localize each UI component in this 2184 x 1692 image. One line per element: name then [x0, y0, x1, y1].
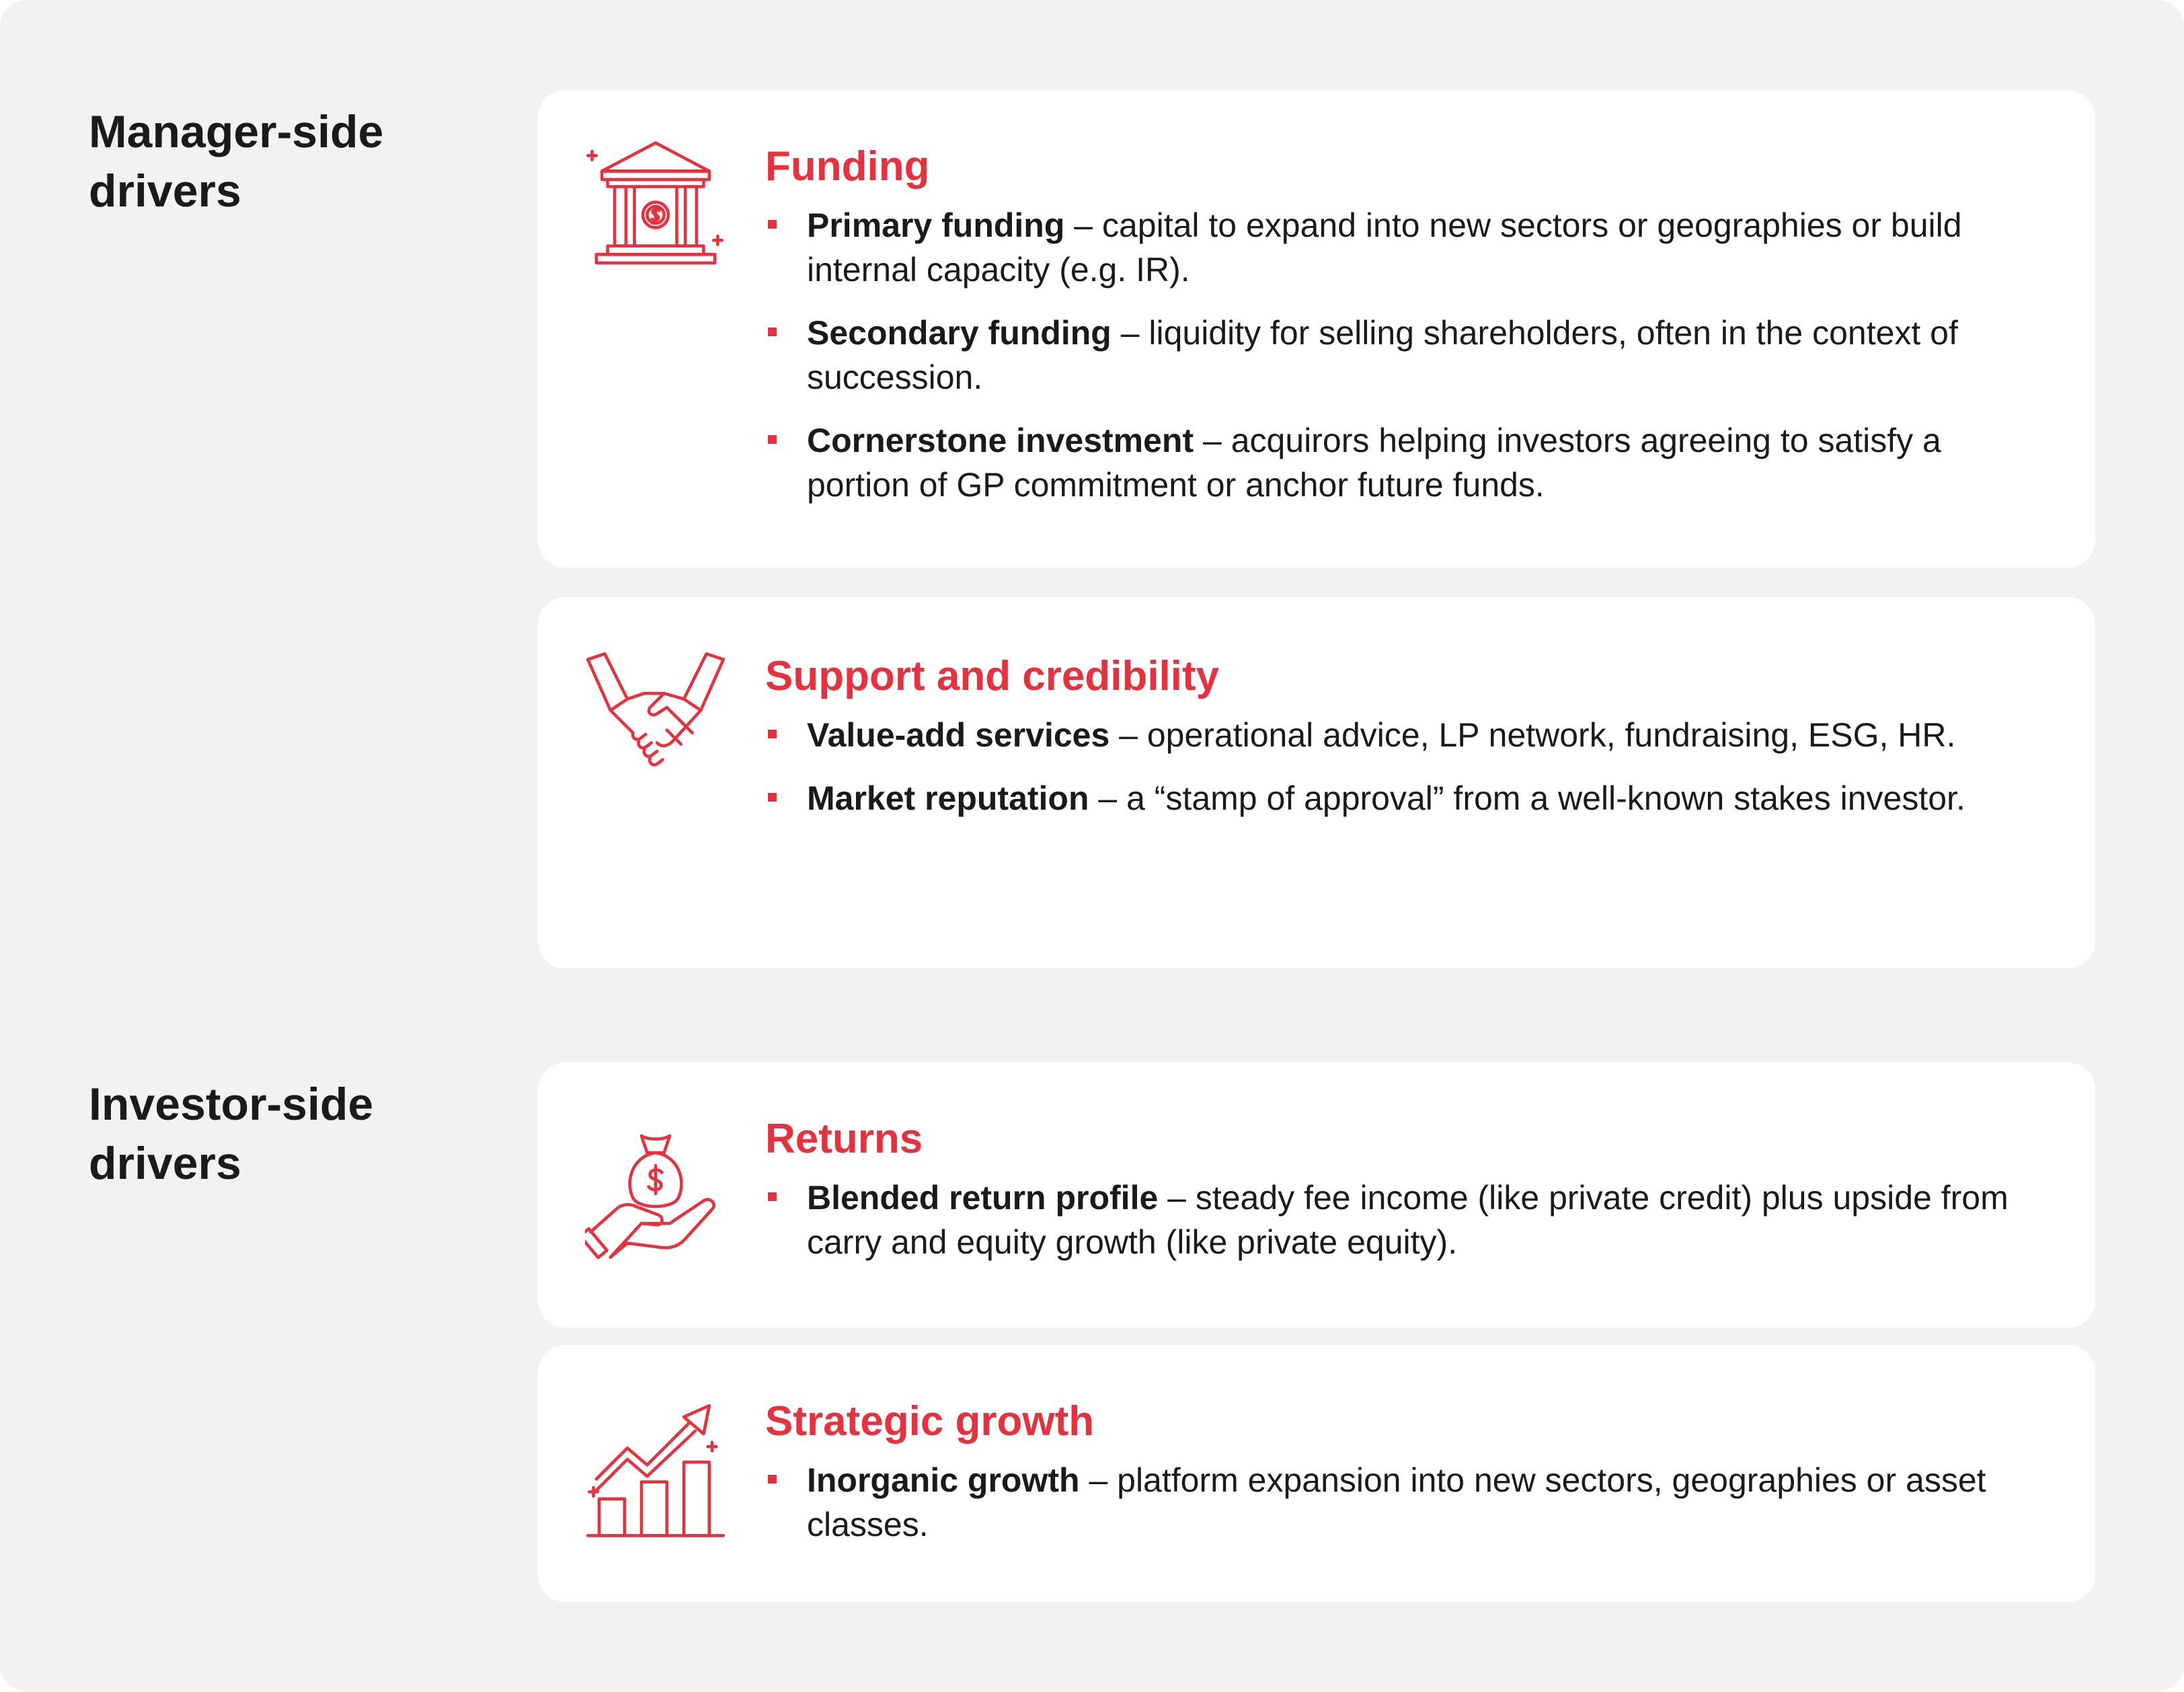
bullet-item	[765, 713, 2041, 757]
card-funding	[538, 90, 2095, 568]
money-bag-hand-icon	[585, 1122, 726, 1263]
bullet-desc: – capital to expand into new sectors or geographies or build internal capacity (e.g. IR).	[807, 206, 1962, 289]
card-support-credibility	[538, 597, 2095, 968]
bullet-term: Primary funding	[807, 206, 1065, 244]
bullet-item	[765, 1176, 2041, 1264]
growth-chart-icon	[585, 1403, 726, 1544]
bullet-desc: – operational advice, LP network, fundraising, ESG, HR.	[1109, 716, 1956, 754]
section-title-manager: Manager-side drivers	[89, 106, 384, 217]
bullet-term: Inorganic growth	[807, 1461, 1080, 1499]
bullet-desc: – liquidity for selling shareholders, often in the context of succession.	[807, 314, 1958, 396]
section-title-investor: Investor-side drivers	[89, 1079, 374, 1189]
card-support-body	[765, 650, 2041, 839]
card-title: Strategic growth	[765, 1398, 1095, 1445]
card-returns	[538, 1063, 2095, 1328]
bullet-term: Value-add services	[807, 716, 1110, 754]
bullet-item	[765, 776, 2041, 820]
bullet-item	[765, 311, 2041, 399]
card-strategic-growth	[538, 1345, 2095, 1602]
bullet-term: Cornerstone investment	[807, 422, 1194, 459]
bullet-desc: – a “stamp of approval” from a well-known stakes investor.	[1089, 779, 1965, 817]
card-funding-body	[765, 140, 2041, 526]
card-returns-body	[765, 1112, 2041, 1283]
bullet-desc: – platform expansion into new sectors, geographies or asset classes.	[807, 1461, 1986, 1543]
card-strategic-body	[765, 1395, 2041, 1566]
bullet-term: Market reputation	[807, 779, 1089, 817]
bullet-item	[765, 418, 2041, 507]
bullet-term: Secondary funding	[807, 314, 1112, 352]
bullet-item	[765, 1458, 2041, 1547]
bullet-desc: – acquirors helping investors agreeing to satisfy a portion of GP commitment or anchor future funds.	[807, 422, 1941, 504]
card-title: Support and credibility	[765, 653, 1220, 699]
handshake-icon	[585, 651, 726, 792]
bullet-term: Blended return profile	[807, 1179, 1159, 1217]
bullet-item	[765, 203, 2041, 292]
bullet-desc: – steady fee income (like private credit) plus upside from carry and equity growth (like private equity).	[807, 1179, 2008, 1261]
bank-icon	[585, 137, 726, 278]
card-title: Funding	[765, 143, 930, 190]
card-title: Returns	[765, 1116, 923, 1162]
